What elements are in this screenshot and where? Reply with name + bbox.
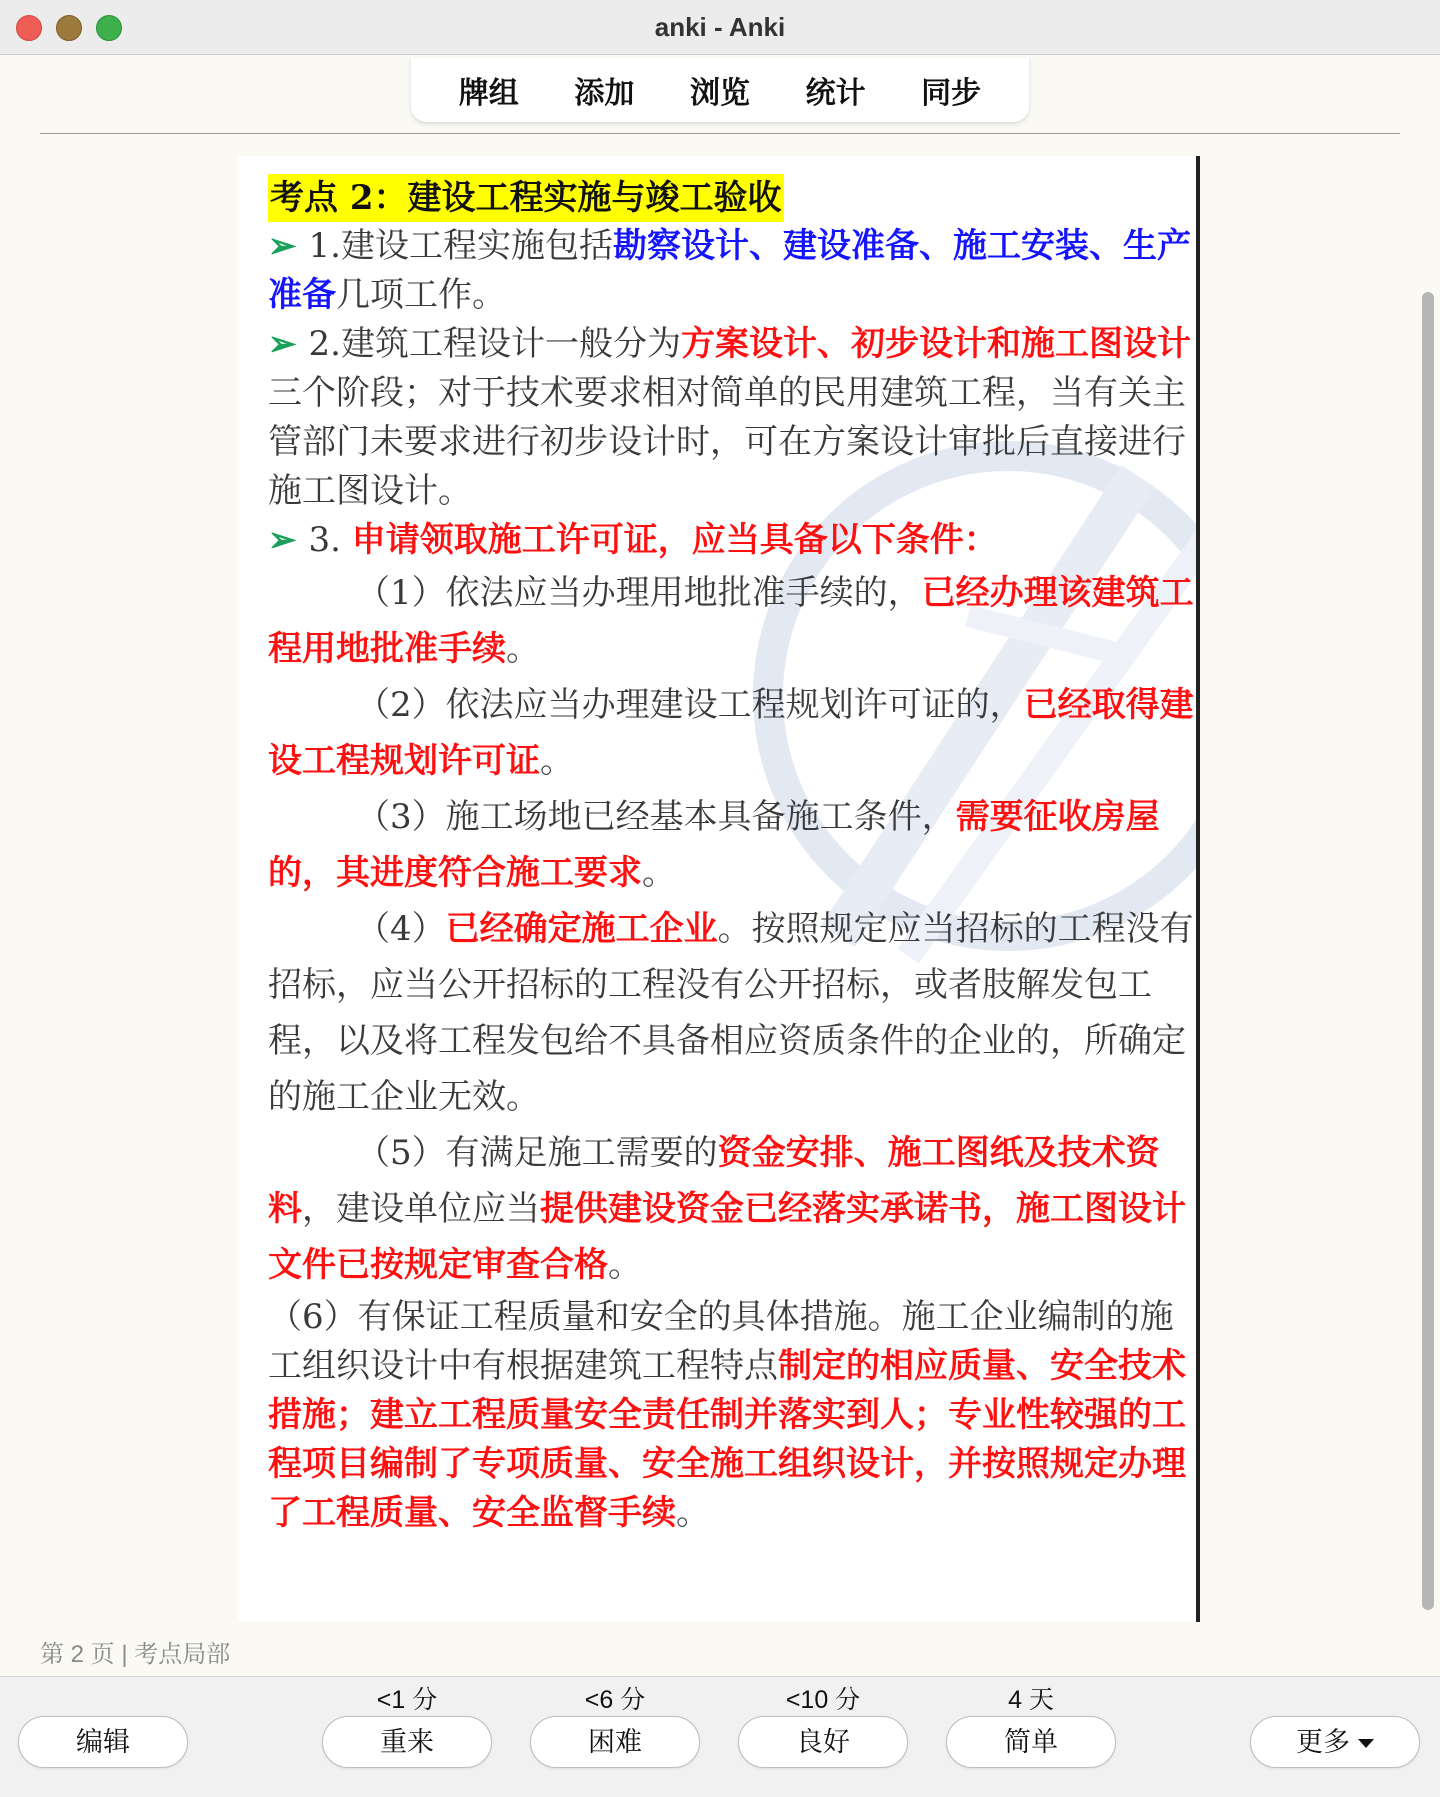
condition-1: （1）依法应当办理用地批准手续的，已经办理该建筑工程用地批准手续。 <box>268 573 1194 669</box>
toolbar-divider <box>40 133 1400 134</box>
caret-down-icon <box>1358 1739 1374 1748</box>
nav-browse[interactable]: 浏览 <box>689 77 750 110</box>
again-button[interactable]: 重来 <box>322 1716 492 1768</box>
arrow-bullet-icon: ➢ <box>268 226 297 266</box>
condition-4: （4）已经确定施工企业。按照规定应当招标的工程没有招标，应当公开招标的工程没有公开招标，或者肢解发包工程，以及将工程发包给不具备相应资质条件的企业的，所确定的施工企业无效。 <box>268 909 1194 1117</box>
condition-6: （6）有保证工程质量和安全的具体措施。施工企业编制的施工组织设计中有根据建筑工程特点制定的相应质量、安全技术措施；建立工程质量安全责任制并落实到人；专业性较强的工程项目编制了专项质量、安全施工组织设计，并按照规定办理了工程质量、安全监督手续。 <box>268 1297 1186 1533</box>
window-title: anki - Anki <box>654 12 786 42</box>
answer-bar <box>0 1676 1440 1797</box>
main-toolbar <box>411 58 1029 122</box>
nav-decks[interactable]: 牌组 <box>458 77 519 110</box>
edit-button[interactable]: 编辑 <box>18 1716 188 1768</box>
interval-good: <10 分 <box>785 1686 861 1714</box>
card-heading: 考点 2：建设工程实施与竣工验收 <box>268 174 784 222</box>
easy-button[interactable]: 简单 <box>946 1716 1116 1768</box>
nav-sync[interactable]: 同步 <box>921 77 982 110</box>
arrow-bullet-icon: ➢ <box>268 324 297 364</box>
title-bar <box>0 0 1440 55</box>
hard-button[interactable]: 困难 <box>530 1716 700 1768</box>
nav-add[interactable]: 添加 <box>574 77 635 110</box>
nav-stats[interactable]: 统计 <box>805 77 866 110</box>
condition-3: （3）施工场地已经基本具备施工条件，需要征收房屋的，其进度符合施工要求。 <box>268 797 1160 893</box>
good-button[interactable]: 良好 <box>738 1716 908 1768</box>
interval-easy: 4 天 <box>1008 1686 1054 1714</box>
page-label: 第 2 页 | 考点局部 <box>40 1641 231 1668</box>
more-button[interactable]: 更多 <box>1250 1716 1420 1768</box>
point-2: ➢ 2.建筑工程设计一般分为方案设计、初步设计和施工图设计三个阶段；对于技术要求相对简单的民用建筑工程，当有关主管部门未要求进行初步设计时，可在方案设计审批后直接进行施工图设计。 <box>268 324 1191 511</box>
card-content <box>238 156 1200 1622</box>
condition-2: （2）依法应当办理建设工程规划许可证的，已经取得建设工程规划许可证。 <box>268 685 1194 781</box>
interval-again: <1 分 <box>376 1686 438 1714</box>
condition-5: （5）有满足施工需要的资金安排、施工图纸及技术资料，建设单位应当提供建设资金已经落实承诺书，施工图设计文件已按规定审查合格。 <box>268 1133 1186 1285</box>
point-1: ➢ 1.建设工程实施包括勘察设计、建设准备、施工安装、生产准备几项工作。 <box>268 226 1191 315</box>
point-3: ➢ 3. 申请领取施工许可证，应当具备以下条件： <box>268 520 998 560</box>
arrow-bullet-icon: ➢ <box>268 520 297 560</box>
vertical-scrollbar[interactable] <box>1422 292 1434 1610</box>
interval-hard: <6 分 <box>584 1686 646 1714</box>
